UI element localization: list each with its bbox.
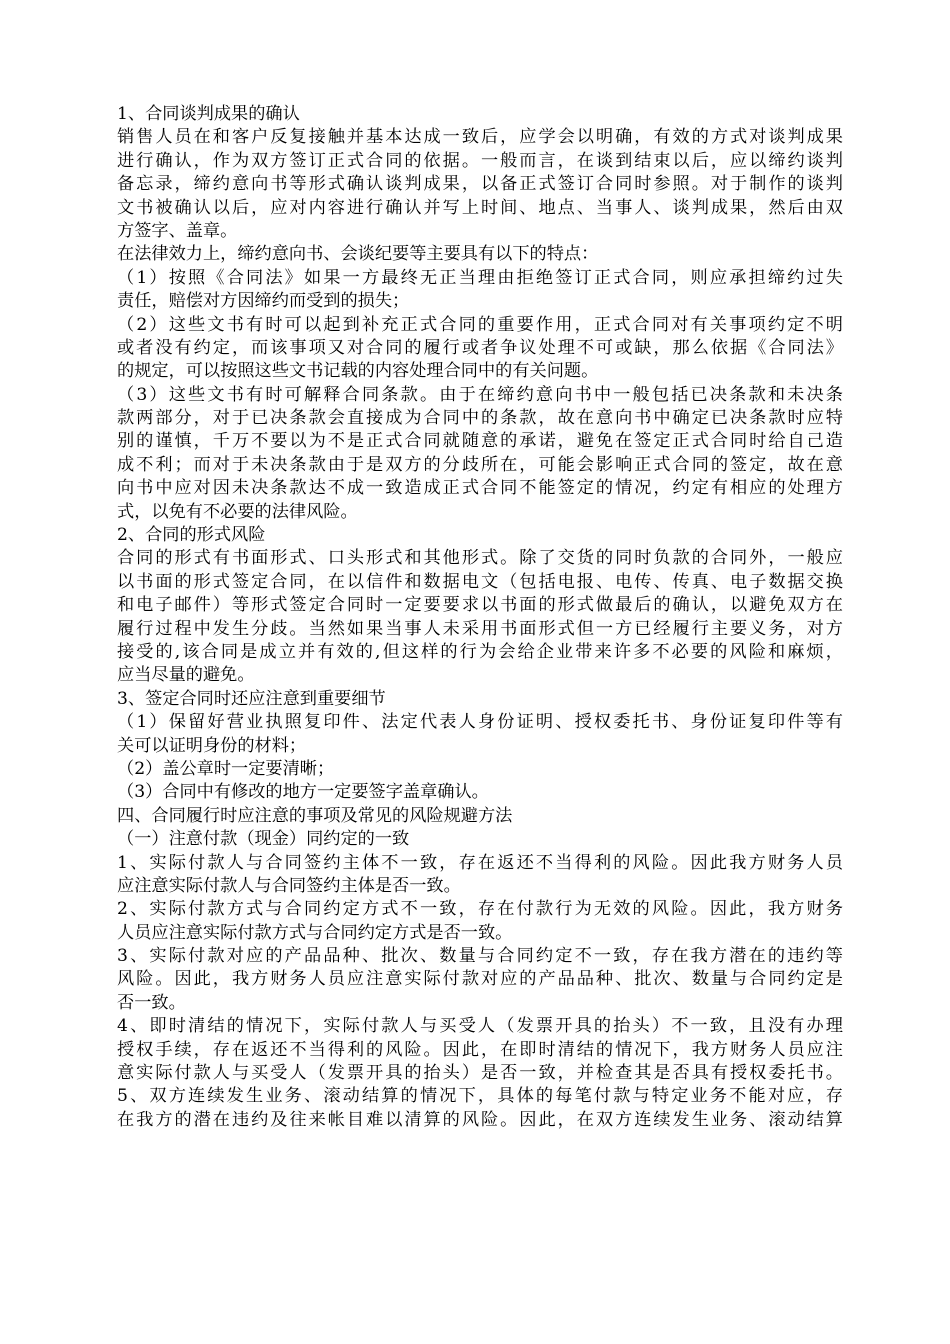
text-line: 1、合同谈判成果的确认 bbox=[117, 104, 300, 124]
text-line: 或者没有约定，而该事项又对合同的履行或者争议处理不可或缺，那么依据《合同法》 bbox=[117, 337, 843, 358]
text-line: 1、实际付款人与合同签约主体不一致，存在返还不当得利的风险。因此我方财务人员 bbox=[117, 852, 843, 873]
text-line: （2）盖公章时一定要清晰； bbox=[117, 758, 335, 779]
text-line: 的规定，可以按照这些文书记载的内容处理合同中的有关问题。 bbox=[117, 361, 599, 382]
text-line: （一）注意付款（现金）同约定的一致 bbox=[117, 829, 410, 850]
text-line: 3、签定合同时还应注意到重要细节 bbox=[117, 688, 386, 709]
text-line: （2）这些文书有时可以起到补充正式合同的重要作用，正式合同对有关事项约定不明 bbox=[117, 314, 843, 335]
text-line: 备忘录，缔约意向书等形式确认谈判成果，以备正式签订合同时参照。对于制作的谈判 bbox=[117, 174, 843, 195]
text-line: 以书面的形式签定合同，在以信件和数据电文（包括电报、电传、传真、电子数据交换 bbox=[117, 571, 843, 592]
text-line: （1）按照《合同法》如果一方最终无正当理由拒绝签订正式合同，则应承担缔约过失 bbox=[117, 267, 843, 288]
text-line: （3）合同中有修改的地方一定要签字盖章确认。 bbox=[117, 782, 489, 803]
text-line: 方签字、盖章。 bbox=[117, 220, 238, 241]
text-line: 风险。因此，我方财务人员应注意实际付款对应的产品品种、批次、数量与合同约定是 bbox=[117, 969, 843, 990]
text-line: 别的谨慎，千万不要以为不是正式合同就随意的承诺，避免在签定正式合同时给自己造 bbox=[117, 431, 843, 452]
text-line: 责任，赔偿对方因缔约而受到的损失； bbox=[117, 291, 410, 312]
text-line: 意实际付款人与买受人（发票开具的抬头）是否一致，并检查其是否具有授权委托书。 bbox=[117, 1063, 843, 1084]
text-line: 4、即时清结的情况下，实际付款人与买受人（发票开具的抬头）不一致，且没有办理 bbox=[117, 1016, 843, 1037]
document-body bbox=[117, 103, 843, 1132]
text-line: 和电子邮件）等形式签定合同时一定要要求以书面的形式做最后的确认，以避免双方在 bbox=[117, 595, 843, 616]
text-line: 3、实际付款对应的产品品种、批次、数量与合同约定不一致，存在我方潜在的违约等 bbox=[117, 946, 843, 967]
text-line: 5、双方连续发生业务、滚动结算的情况下，具体的每笔付款与特定业务不能对应，存 bbox=[117, 1086, 843, 1107]
text-line: （1）保留好营业执照复印件、法定代表人身份证明、授权委托书、身份证复印件等有 bbox=[117, 712, 843, 733]
text-line: 人员应注意实际付款方式与合同约定方式是否一致。 bbox=[117, 922, 513, 943]
text-line: 2、实际付款方式与合同约定方式不一致，存在付款行为无效的风险。因此，我方财务 bbox=[117, 899, 843, 920]
text-line: 款两部分，对于已决条款会直接成为合同中的条款，故在意向书中确定已决条款时应特 bbox=[117, 408, 843, 429]
text-line: 合同的形式有书面形式、口头形式和其他形式。除了交货的同时负款的合同外，一般应 bbox=[117, 548, 843, 569]
text-line: 履行过程中发生分歧。当然如果当事人未采用书面形式但一方已经履行主要义务，对方 bbox=[117, 618, 843, 639]
text-line: 授权手续，存在返还不当得利的风险。因此，在即时清结的情况下，我方财务人员应注 bbox=[117, 1039, 843, 1060]
text-line: 关可以证明身份的材料； bbox=[117, 735, 307, 756]
text-line: 向书中应对因未决条款达不成一致造成正式合同不能签定的情况，约定有相应的处理方 bbox=[117, 478, 843, 499]
text-line: 销售人员在和客户反复接触并基本达成一致后，应学会以明确，有效的方式对谈判成果 bbox=[117, 127, 843, 148]
text-line: 2、合同的形式风险 bbox=[117, 525, 266, 546]
text-line: 应注意实际付款人与合同签约主体是否一致。 bbox=[117, 875, 461, 896]
text-line: 文书被确认以后，应对内容进行确认并写上时间、地点、当事人、谈判成果，然后由双 bbox=[117, 197, 843, 218]
text-line: 进行确认，作为双方签订正式合同的依据。一般而言，在谈到结束以后，应以缔约谈判 bbox=[117, 150, 843, 171]
text-line: 应当尽量的避免。 bbox=[117, 665, 255, 686]
text-line: 式，以免有不必要的法律风险。 bbox=[117, 501, 358, 522]
text-line: 在法律效力上，缔约意向书、会谈纪要等主要具有以下的特点： bbox=[117, 244, 599, 265]
text-line: 四、合同履行时应注意的事项及常见的风险规避方法 bbox=[117, 805, 513, 826]
text-line: 接受的,该合同是成立并有效的,但这样的行为会给企业带来许多不必要的风险和麻烦， bbox=[117, 641, 843, 662]
text-line: 成不利；而对于未决条款由于是双方的分歧所在，可能会影响正式合同的签定，故在意 bbox=[117, 454, 843, 475]
text-line: 否一致。 bbox=[117, 992, 186, 1013]
text-line: （3）这些文书有时可解释合同条款。由于在缔约意向书中一般包括已决条款和未决条 bbox=[117, 384, 843, 405]
text-line: 在我方的潜在违约及往来帐目难以清算的风险。因此，在双方连续发生业务、滚动结算 bbox=[117, 1109, 843, 1130]
